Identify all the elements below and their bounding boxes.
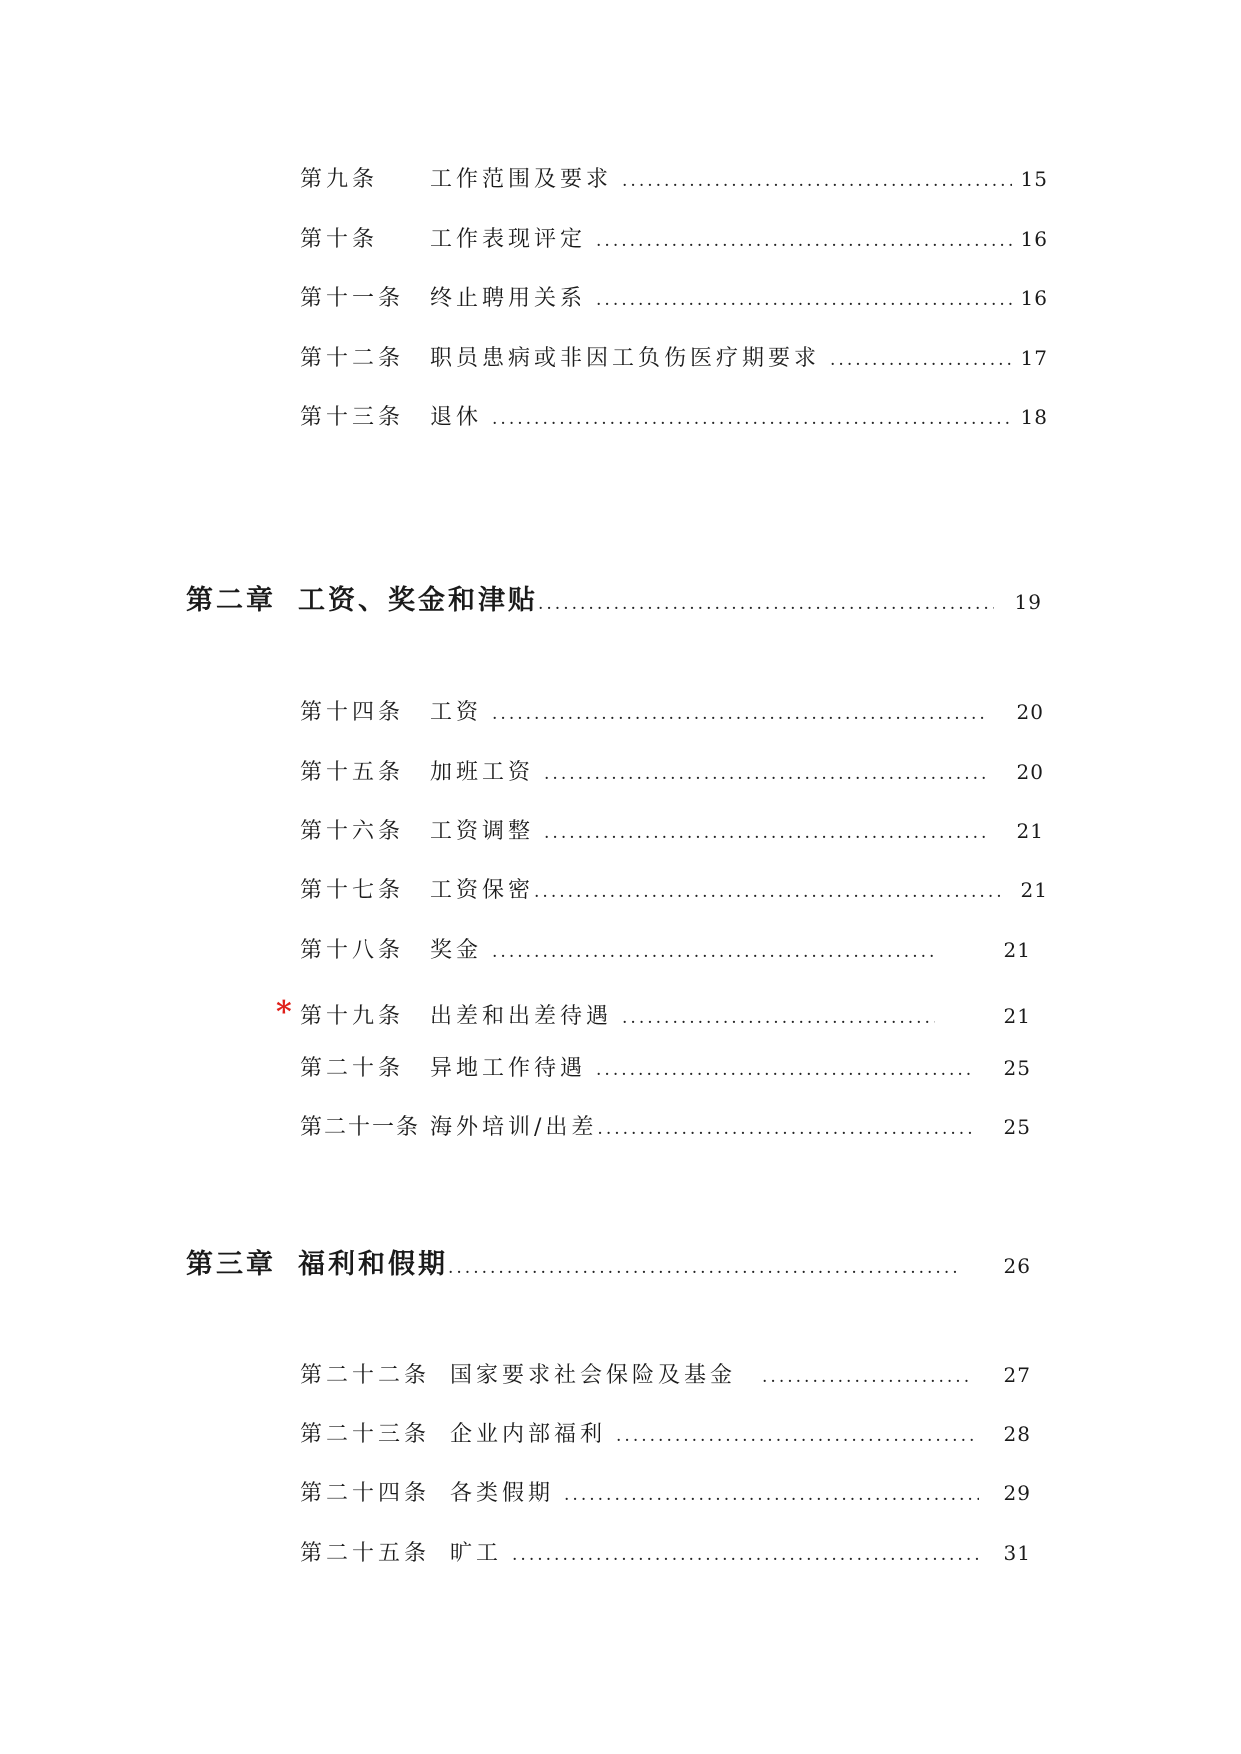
article-title: 出差和出差待遇 bbox=[430, 1004, 613, 1029]
page-number: 20 bbox=[1016, 760, 1044, 784]
toc-entry-article-24[interactable] bbox=[300, 1476, 1031, 1510]
dot-leader bbox=[622, 1008, 935, 1028]
article-title: 终止聘用关系 bbox=[430, 286, 587, 311]
chapter-title: 福利和假期 bbox=[298, 1249, 448, 1280]
toc-entry-article-11[interactable] bbox=[300, 281, 1048, 315]
toc-entry-article-22[interactable] bbox=[300, 1358, 1031, 1392]
article-number: 第二十条 bbox=[300, 1056, 405, 1081]
article-number: 第十五条 bbox=[300, 760, 405, 785]
article-title: 各类假期 bbox=[450, 1481, 555, 1506]
article-title: 工资保密 bbox=[430, 878, 535, 903]
dot-leader bbox=[596, 290, 1012, 310]
article-number: 第十条 bbox=[300, 227, 379, 252]
toc-entry-article-9[interactable] bbox=[300, 162, 1048, 196]
article-title: 奖金 bbox=[430, 938, 483, 963]
toc-entry-chapter-2[interactable] bbox=[186, 578, 1042, 616]
article-number: 第十三条 bbox=[300, 405, 405, 430]
dot-leader bbox=[622, 171, 1012, 191]
page-number: 27 bbox=[1003, 1363, 1031, 1387]
toc-entry-article-14[interactable] bbox=[300, 695, 1044, 729]
article-number: 第十八条 bbox=[300, 938, 405, 963]
dot-leader bbox=[492, 409, 1012, 429]
dot-leader bbox=[538, 594, 994, 614]
asterisk-marker-icon: * bbox=[276, 995, 292, 1030]
page-number: 20 bbox=[1016, 700, 1044, 724]
dot-leader bbox=[512, 1545, 979, 1565]
article-number: 第九条 bbox=[300, 167, 379, 192]
page-number: 21 bbox=[1003, 938, 1031, 962]
article-title: 异地工作待遇 bbox=[430, 1056, 587, 1081]
page-number: 25 bbox=[1003, 1056, 1031, 1080]
page-number: 18 bbox=[1020, 405, 1048, 429]
toc-entry-article-18[interactable] bbox=[300, 933, 1031, 967]
dot-leader bbox=[492, 704, 986, 724]
article-title: 旷工 bbox=[450, 1541, 503, 1566]
page-number: 26 bbox=[1003, 1254, 1031, 1278]
page-number: 21 bbox=[1016, 819, 1044, 843]
dot-leader bbox=[596, 1060, 973, 1080]
dot-leader bbox=[597, 1119, 973, 1139]
toc-entry-article-20[interactable] bbox=[300, 1051, 1031, 1085]
toc-entry-article-19[interactable] bbox=[300, 999, 1031, 1033]
page-number: 16 bbox=[1020, 286, 1048, 310]
page-number: 29 bbox=[1003, 1481, 1031, 1505]
article-title: 工作表现评定 bbox=[430, 227, 587, 252]
page-number: 21 bbox=[1003, 1004, 1031, 1028]
article-number: 第二十四条 bbox=[300, 1481, 431, 1506]
article-number: 第十四条 bbox=[300, 700, 405, 725]
article-title: 工资 bbox=[430, 700, 483, 725]
article-number: 第二十二条 bbox=[300, 1363, 431, 1388]
dot-leader bbox=[448, 1258, 959, 1278]
dot-leader bbox=[544, 823, 986, 843]
page-number: 25 bbox=[1003, 1115, 1031, 1139]
chapter-number: 第二章 bbox=[186, 585, 276, 616]
chapter-title: 工资、奖金和津贴 bbox=[298, 585, 538, 616]
toc-entry-article-10[interactable] bbox=[300, 222, 1048, 256]
page-number: 15 bbox=[1020, 167, 1048, 191]
article-number: 第二十三条 bbox=[300, 1422, 431, 1447]
toc-entry-article-23[interactable] bbox=[300, 1417, 1031, 1451]
page-number: 28 bbox=[1003, 1422, 1031, 1446]
article-title: 工作范围及要求 bbox=[430, 167, 613, 192]
article-number: 第十二条 bbox=[300, 346, 405, 371]
article-title: 职员患病或非因工负伤医疗期要求 bbox=[430, 346, 821, 371]
page-number: 16 bbox=[1020, 227, 1048, 251]
dot-leader bbox=[544, 764, 986, 784]
article-number: 第十七条 bbox=[300, 878, 405, 903]
toc-entry-article-13[interactable] bbox=[300, 400, 1048, 434]
toc-entry-article-25[interactable] bbox=[300, 1536, 1031, 1570]
dot-leader bbox=[616, 1426, 979, 1446]
article-number: 第十九条 bbox=[300, 1004, 405, 1029]
toc-entry-article-12[interactable] bbox=[300, 341, 1048, 375]
page-number: 21 bbox=[1020, 878, 1048, 902]
article-title: 国家要求社会保险及基金 bbox=[450, 1363, 737, 1388]
dot-leader bbox=[596, 231, 1012, 251]
article-title: 海外培训/出差 bbox=[430, 1115, 598, 1140]
toc-entry-article-16[interactable] bbox=[300, 814, 1044, 848]
article-title: 退休 bbox=[430, 405, 483, 430]
toc-entry-article-15[interactable] bbox=[300, 755, 1044, 789]
article-number: 第十六条 bbox=[300, 819, 405, 844]
article-title: 企业内部福利 bbox=[450, 1422, 607, 1447]
dot-leader bbox=[564, 1485, 979, 1505]
dot-leader bbox=[534, 882, 1000, 902]
page-number: 31 bbox=[1003, 1541, 1031, 1565]
toc-entry-chapter-3[interactable] bbox=[186, 1242, 1031, 1280]
article-number: 第二十一条 bbox=[300, 1115, 421, 1140]
article-number: 第十一条 bbox=[300, 286, 405, 311]
page-number: 17 bbox=[1020, 346, 1048, 370]
article-title: 工资调整 bbox=[430, 819, 535, 844]
article-title: 加班工资 bbox=[430, 760, 535, 785]
dot-leader bbox=[492, 942, 935, 962]
dot-leader bbox=[830, 350, 1012, 370]
dot-leader bbox=[762, 1367, 973, 1387]
chapter-number: 第三章 bbox=[186, 1249, 276, 1280]
page-number: 19 bbox=[1014, 590, 1042, 614]
toc-entry-article-17[interactable] bbox=[300, 873, 1048, 907]
article-number: 第二十五条 bbox=[300, 1541, 431, 1566]
toc-entry-article-21[interactable] bbox=[300, 1110, 1031, 1144]
